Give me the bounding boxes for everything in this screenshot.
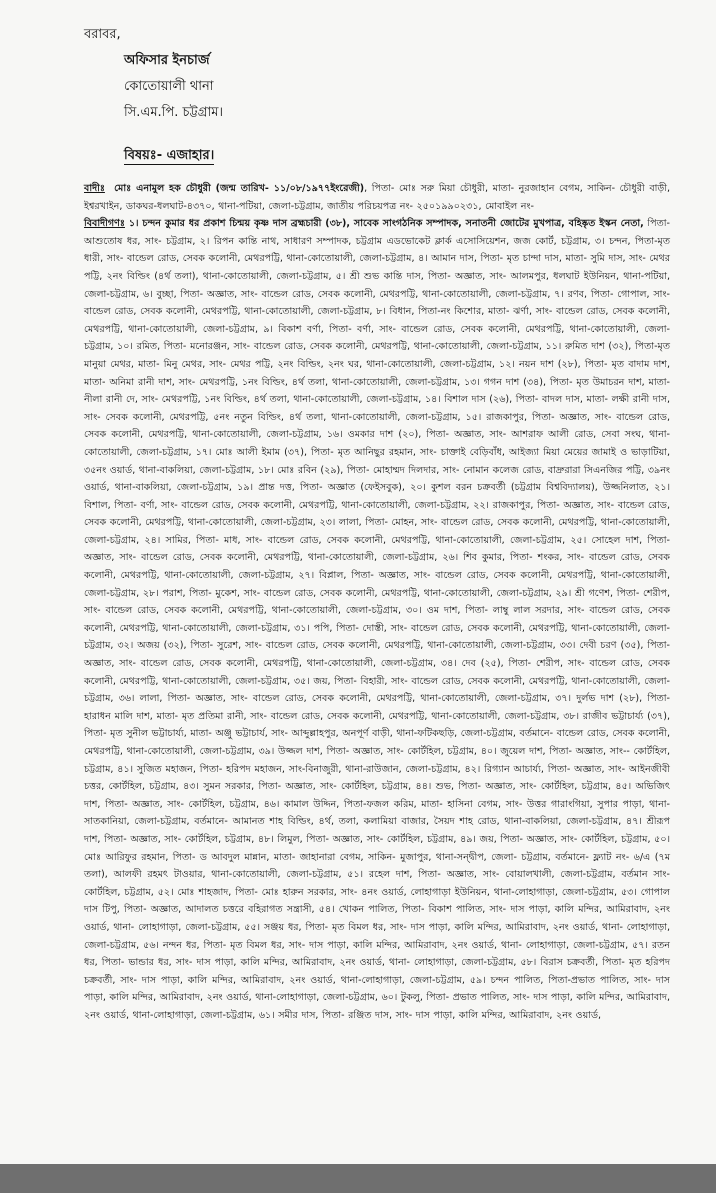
plaintiff-name: মোঃ এনামুল হক চৌধুরী (জন্ম তারিখ- ১১/০৮/১৯৭৭ইংরেজী)	[114, 183, 365, 194]
address-station: কোতোয়ালী থানা	[124, 79, 214, 94]
defendants-paragraph	[84, 215, 670, 1024]
bottom-shadow-band	[0, 1164, 716, 1193]
defendants-lead: ১। চন্দন কুমার ধর প্রকাশ চিন্ময় কৃষ্ণ দাস ব্রহ্মচারী (৩৮), সাবেক সাংগঠনিক সম্পাদক, সনাতনী জোটের মুখপাত্র, বহিষ্কৃত ইস্কন নেতা,	[125, 218, 644, 230]
address-officer: অফিসার ইনচার্জ	[124, 53, 210, 68]
plaintiff-paragraph	[84, 180, 670, 215]
plaintiff-label: বাদীঃ	[84, 183, 105, 194]
complaint-body	[84, 180, 670, 1025]
address-block	[84, 22, 670, 126]
address-to: বরাবর,	[84, 27, 121, 42]
subject-text: বিষয়ঃ- এজাহার।	[124, 148, 215, 163]
defendants-label: বিবাদীগণঃ	[84, 218, 125, 230]
subject-heading	[84, 146, 670, 167]
plaintiff-details: , পিতা- মোঃ সরু মিয়া চৌধুরী, মাতা- নুরজাহান বেগম, সাকিন- চৌধুরী বাড়ী, ইশ্বরখাইন, ডাকঘর-ধলঘাট-৪৩৭০, থানা-পটিয়া, জেলা-চট্টগ্রাম, জাতীয় পরিচয়পত্র নং- ২৫০১৯৯০২৩১, মোবাইল নং-	[84, 183, 670, 212]
address-city: সি.এম.পি. চট্টগ্রাম।	[124, 105, 224, 120]
defendants-list: পিতা- আশুতোষ ধর, সাং- চট্টগ্রাম, ২। রিপন কান্তি নাথ, সাধারণ সম্পাদক, চট্টগ্রাম এডভোকেট ক্লার্ক এসোসিয়েশন, জজ কোর্ট, চট্টগ্রাম, ৩। চন্দন, পিতা-মৃত ধারী, সাং- বান্ডেল রোড, সেবক কলোনী, মেথরপট্টি, থানা-কোতোয়ালী, জেলা-চট্টগ্রাম, ৪। আমান দাস, পিতা- মৃত চান্দা দাস, মাতা- সুমি দাস, সাং- মেথর পট্টি, ২নং বিল্ডিং (৪র্থ তলা), থানা-কোতোয়ালী, জেলা-চট্টগ্রাম, ৫। শ্রী শুভ কান্তি দাস, পিতা- অজ্ঞাত, সাং- আলমপুর, ধলঘাট ইউনিয়ন, থানা-পটিয়া, জেলা-চট্টগ্রাম, ৬। বুচ্ছা, পিতা- অজ্ঞাত, সাং- বান্ডেল রোড, সেবক কলোনী, মেথরপট্টি, থানা-কোতোয়ালী, জেলা-চট্টগ্রাম, ৭। রণব, পিতা- গোপাল, সাং- বান্ডেল রোড, সেবক কলোনী, মেথরপট্টি, থানা-কোতোয়ালী, জেলা-চট্টগ্রাম, ৮। বিধান, পিতা-নং কিশোর, মাতা- ঝর্ণা, সাং- বান্ডেল রোড, সেবক কলোনী, মেথরপট্টি, থানা-কোতোয়ালী, জেলা-চট্টগ্রাম, ৯। বিকাশ বর্ণা, পিতা- বর্ণা, সাং- বান্ডেল রোড, সেবক কলোনী, মেথরপট্টি, থানা-কোতোয়ালী, জেলা-চট্টগ্রাম, ১০। রমিত, পিতা- মনোরঞ্জন, সাং- বান্ডেল রোড, সেবক কলোনী, মেথরপট্টি, থানা-কোতোয়ালী, জেলা-চট্টগ্রাম, ১১। রুমিত দাশ (৩২), পিতা-মৃত মানুয়া মেথর, মাতা- মিনু মেথর, সাং- মেথর পট্টি, ২নং বিল্ডিং, ২নং ঘর, থানা-কোতোয়ালী, জেলা-চট্টগ্রাম, ১২। নয়ন দাশ (২৮), পিতা- মৃত বাদাম দাশ, মাতা- অনিমা রানী দাশ, সাং- মেথরপট্টি, ১নং বিল্ডিং, ৪র্থ তলা, থানা-কোতোয়ালী, জেলা-চট্টগ্রাম, ১৩। গগন দাশ (৩৪), পিতা- মৃত উমাচরন দাশ, মাতা- নীলা রানী দে, সাং- মেথরপট্টি, ১নং বিল্ডিং, ৪র্থ তলা, থানা-কোতোয়ালী, জেলা-চট্টগ্রাম, ১৪। বিশাল দাস (২৬), পিতা- বাদল দাস, মাতা- লক্ষী রানী দাস, সাং- সেবক কলোনী, মেথরপট্টি, ৫নং নতুন বিল্ডিং, ৪র্থ তলা, থানা-কোতোয়ালী, জেলা-চট্টগ্রাম, ১৫। রাজকাপুর, পিতা- অজ্ঞাত, সাং- বান্ডেল রোড, সেবক কলোনী, মেথরপট্টি, থানা-কোতোয়ালী, জেলা-চট্টগ্রাম, ১৬। ওমকার দাশ (২০), পিতা- অজ্ঞাত, সাং- আশরাফ আলী রোড, সেবা সংঘ, থানা-কোতোয়ালী, জেলা-চট্টগ্রাম, ১৭। মোঃ আলী ইমাম (৩৭), পিতা- মৃত আনিছুর রহমান, সাং- চাক্তাই বেড়িবাঁধ, আইজ্যা মিয়া মেয়ের জামাই ও ভাড়াটিয়া, ৩৫নং ওয়ার্ড, থানা-বাকলিয়া, জেলা-চট্টগ্রাম, ১৮। মোঃ রবিন (২৯), পিতা- মোহাম্মদ দিলদার, সাং- নোমান কলেজ রোড, বাদ্রুরারা সিএনজির পট্টি, ৩৯নং ওয়ার্ড, থানা-বাকলিয়া, জেলা-চট্টগ্রাম, ১৯। প্রান্ত দত্ত, পিতা- অজ্ঞাত (ফেইসবুক), ২০। কুশল বরন চক্রবর্তী (চট্টগ্রাম বিশ্ববিদ্যালয়), উজ্জনিলাত, ২১। বিশাল, পিতা- বর্ণা, সাং- বান্ডেল রোড, সেবক কলোনী, মেথরপট্টি, থানা-কোতোয়ালী, জেলা-চট্টগ্রাম, ২২। রাজকাপুর, পিতা- অজ্ঞাত, সাং- বান্ডেল রোড, সেবক কলোনী, মেথরপট্টি, থানা-কোতোয়ালী, জেলা-চট্টগ্রাম, ২৩। লালা, পিতা- মোহন, সাং- বান্ডেল রোড, সেবক কলোনী, মেথরপট্টি, থানা-কোতোয়ালী, জেলা-চট্টগ্রাম, ২৪। সামির, পিতা- মাধ, সাং- বান্ডেল রোড, সেবক কলোনী, মেথরপট্টি, থানা-কোতোয়ালী, জেলা-চট্টগ্রাম, ২৫। সোহেল দাশ, পিতা- অজ্ঞাত, সাং- বান্ডেল রোড, সেবক কলোনী, মেথরপট্টি, থানা-কোতোয়ালী, জেলা-চট্টগ্রাম, ২৬। শিব কুমার, পিতা- শংকর, সাং- বান্ডেল রোড, সেবক কলোনী, মেথরপট্টি, থানা-কোতোয়ালী, জেলা-চট্টগ্রাম, ২৭। বিপ্লাল, পিতা- অজ্ঞাত, সাং- বান্ডেল রোড, সেবক কলোনী, মেথরপট্টি, থানা-কোতোয়ালী, জেলা-চট্টগ্রাম, ২৮। পরাশ, পিতা- মুকেশ, সাং- বান্ডেল রোড, সেবক কলোনী, মেথরপট্টি, থানা-কোতোয়ালী, জেলা-চট্টগ্রাম, ২৯। শ্রী গণেশ, পিতা- শেরীপ, সাং- বান্ডেল রোড, সেবক কলোনী, মেথরপট্টি, থানা-কোতোয়ালী, জেলা-চট্টগ্রাম, ৩০। ওম দাশ, পিতা- লাম্বু লাল সরদার, সাং- বান্ডেল রোড, সেবক কলোনী, মেথরপট্টি, থানা-কোতোয়ালী, জেলা-চট্টগ্রাম, ৩১। পপি, পিতা- দোস্তী, সাং- বান্ডেল রোড, সেবক কলোনী, মেথরপট্টি, থানা-কোতোয়ালী, জেলা-চট্টগ্রাম, ৩২। অজয় (৩২), পিতা- সুরেশ, সাং- বান্ডেল রোড, সেবক কলোনী, মেথরপট্টি, থানা-কোতোয়ালী, জেলা-চট্টগ্রাম, ৩৩। দেবী চরণ (৩৫), পিতা- অজ্ঞাত, সাং- বান্ডেল রোড, সেবক কলোনী, মেথরপট্টি, থানা-কোতোয়ালী, জেলা-চট্টগ্রাম, ৩৪। দেব (২৫), পিতা- শেরীপ, সাং- বান্ডেল রোড, সেবক কলোনী, মেথরপট্টি, থানা-কোতোয়ালী, জেলা-চট্টগ্রাম, ৩৫। জয়, পিতা- বিহারী, সাং- বান্ডেল রোড, সেবক কলোনী, মেথরপট্টি, থানা-কোতোয়ালী, জেলা-চট্টগ্রাম, ৩৬। লালা, পিতা- অজ্ঞাত, সাং- বান্ডেল রোড, সেবক কলোনী, মেথরপট্টি, থানা-কোতোয়ালী, জেলা-চট্টগ্রাম, ৩৭। দুর্লভ দাশ (২৮), পিতা- হারাধন মালি দাশ, মাতা- মৃত প্রতিমা রানী, সাং- বান্ডেল রোড, সেবক কলোনী, মেথরপট্টি, থানা-কোতোয়ালী, জেলা-চট্টগ্রাম, ৩৮। রাজীব ভট্টাচার্য্য (৩৭), পিতা- মৃত সুনীল ভট্টাচার্য্য, মাতা- অঞ্জু ভট্টাচার্য, সাং- আব্দুল্লাহপুর, অনপূর্ণ বাড়ী, থানা-ফটিকছড়ি, জেলা-চট্টগ্রাম, বর্তমানে- বান্ডেল রোড, সেবক কলোনী, মেথরপট্টি, থানা-কোতোয়ালী, জেলা-চট্টগ্রাম, ৩৯। উজ্জল দাশ, পিতা- অজ্ঞাত, সাং- কোর্টহিল, চট্টগ্রাম, ৪০। জুয়েল দাশ, পিতা- অজ্ঞাত, সাং-- কোর্টহিল, চট্টগ্রাম, ৪১। সুজিত মহাজন, পিতা- হরিপদ মহাজন, সাং-বিনাজুরী, থানা-রাউজান, জেলা-চট্টগ্রাম, ৪২। রিগ্যান আচার্য্য, পিতা- অজ্ঞাত, সাং- আইনজীবী চত্তর, কোর্টহিল, চট্টগ্রাম, ৪৩। সুমন সরকার, পিতা- অজ্ঞাত, সাং- কোর্টহিল, চট্টগ্রাম, ৪৪। শুভ, পিতা- অজ্ঞাত, সাং- কোর্টহিল, চট্টগ্রাম, ৪৫। অভিজিৎ দাশ, পিতা- অজ্ঞাত, সাং- কোর্টহিল, চট্টগ্রাম, ৪৬। কামাল উদ্দিন, পিতা-ফজল করিম, মাতা- হাসিনা বেগম, সাং- উত্তর গারাংগিয়া, সুপার পাড়া, থানা-সাতকানিয়া, জেলা-চট্টগ্রাম, বর্তমানে- আমানত শাহ বিল্ডিং, ৪র্থ, তলা, কলামিয়া বাজার, সৈয়দ শাহ রোড, থানা-বাকলিয়া, জেলা-চট্টগ্রাম, ৪৭। শ্রীরূপ দাশ, পিতা- অজ্ঞাত, সাং- কোর্টহিল, চট্টগ্রাম, ৪৮। লিমুল, পিতা- অজ্ঞাত, সাং- কোর্টহিল, চট্টগ্রাম, ৪৯। জয়, পিতা- অজ্ঞাত, সাং- কোর্টহিল, চট্টগ্রাম, ৫০। মোঃ আরিফুর রহমান, পিতা- ড আবদুল মান্নান, মাতা- জাহানারা বেগম, সাকিন- মুজাপুর, থানা-সন্দ্বীপ, জেলা- চট্টগ্রাম, বর্তমানে- ফ্ল্যাট নং- ৬/এ (৭ম তলা), আলফী রহমৎ টাওয়ার, থানা-কোতোয়ালী, জেলা-চট্টগ্রাম, ৫১। রহেল দাশ, পিতা- অজ্ঞাত, সাং- বোয়ালখালী, জেলা-চট্টগ্রাম, বর্তমান সাং- কোর্টহিল, চট্টগ্রাম, ৫২। মোঃ শাহজাদ, পিতা- মোঃ হারুন সরকার, সাং- ৪নং ওয়ার্ড, লোহাগাড়া ইউনিয়ন, থানা-লোহাগাড়া, জেলা-চট্টগ্রাম, ৫৩। গোপাল দাস টিপু, পিতা- অজ্ঞাত, আদালত চত্তরে বহিরাগত সন্ত্রাসী, ৫৪। খোকন পালিত, পিতা- বিকাশ পালিত, সাং- দাস পাড়া, কালি মন্দির, আমিরাবাদ, ২নং ওয়ার্ড, থানা- লোহাগাড়া, জেলা-চট্টগ্রাম, ৫৫। সঞ্জয় ধর, পিতা- মৃত বিমল ধর, সাং- দাস পাড়া, কালি মন্দির, আমিরাবাদ, ২নং ওয়ার্ড, থানা- লোহাগাড়া, জেলা-চট্টগ্রাম, ৫৬। নন্দন ধর, পিতা- মৃত বিমল ধর, সাং- দাস পাড়া, কালি মন্দির, আমিরাবাদ, ২নং ওয়ার্ড, থানা- লোহাগাড়া, জেলা-চট্টগ্রাম, ৫৭। রতন ধর, পিতা- ভান্ডার ধর, সাং- দাস পাড়া, কালি মন্দির, আমিরাবাদ, ২নং ওয়ার্ড, থানা- লোহাগাড়া, জেলা-চট্টগ্রাম, ৫৮। বিরাস চক্রবর্তী, পিতা- মৃত হরিপদ চক্রবর্তী, সাং- দাস পাড়া, কালি মন্দির, আমিরাবাদ, ২নং ওয়ার্ড, থানা-লোহাগাড়া, জেলা-চট্টগ্রাম, ৫৯। চন্দন পালিত, পিতা-প্রভাত পালিত, সাং- দাস পাড়া, কালি মন্দির, আমিরাবাদ, ২নং ওয়ার্ড, থানা-লোহাগাড়া, জেলা-চট্টগ্রাম, ৬০। টুকলু, পিতা- প্রভাত পালিত, সাং- দাস পাড়া, কালি মন্দির, আমিরাবাদ, ২নং ওয়ার্ড, থানা-লোহাগাড়া, জেলা-চট্টগ্রাম, ৬১। সমীর দাস, পিতা- রঞ্জিত দাস, সাং- দাস পাড়া, কালি মন্দির, আমিরাবাদ, ২নং ওয়ার্ড,	[84, 218, 670, 1021]
